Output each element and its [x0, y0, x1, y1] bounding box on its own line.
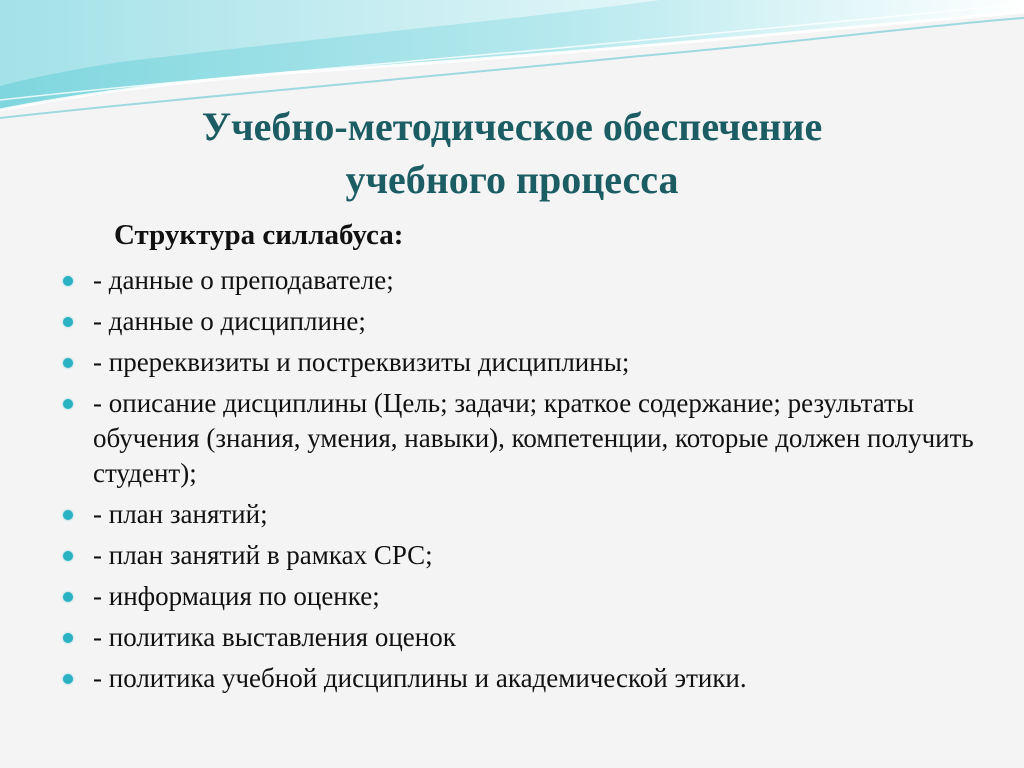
- syllabus-structure-list: [62, 263, 992, 702]
- bullet-icon: [63, 317, 73, 327]
- list-item-text: - политика учебной дисциплины и академической этики.: [93, 663, 747, 693]
- list-item-text: - план занятий в рамках СРС;: [93, 540, 433, 570]
- list-item-text: - данные о дисциплине;: [93, 306, 366, 336]
- bullet-icon: [63, 633, 73, 643]
- list-item: [62, 304, 992, 339]
- slide-title: [40, 100, 984, 206]
- bullet-icon: [63, 399, 73, 409]
- list-item-text: - пререквизиты и постреквизиты дисциплины;: [93, 347, 630, 377]
- bullet-icon: [63, 674, 73, 684]
- list-item: [62, 386, 992, 491]
- list-item-text: - информация по оценке;: [93, 581, 380, 611]
- slide-subtitle: Структура силлабуса:: [114, 219, 404, 251]
- slide-title-line-1: Учебно-методическое обеспечение: [201, 104, 823, 149]
- slide-title-line-2: учебного процесса: [345, 157, 679, 203]
- list-item: [62, 345, 992, 380]
- bullet-icon: [63, 358, 73, 368]
- list-item-text: - данные о преподавателе;: [93, 265, 394, 295]
- bullet-icon: [63, 592, 73, 602]
- bullet-icon: [63, 276, 73, 286]
- list-item: [62, 620, 992, 655]
- list-item: [62, 661, 992, 696]
- list-item-text: - политика выставления оценок: [93, 622, 456, 652]
- list-item: [62, 497, 992, 532]
- list-item: [62, 579, 992, 614]
- list-item: [62, 263, 992, 298]
- bullet-icon: [63, 551, 73, 561]
- list-item-text: - план занятий;: [93, 499, 268, 529]
- bullet-icon: [63, 510, 73, 520]
- list-item: [62, 538, 992, 573]
- list-item-text: - описание дисциплины (Цель; задачи; краткое содержание; результаты обучения (знания, умения, навыки), компетенции, которые должен получить студент);: [93, 388, 974, 488]
